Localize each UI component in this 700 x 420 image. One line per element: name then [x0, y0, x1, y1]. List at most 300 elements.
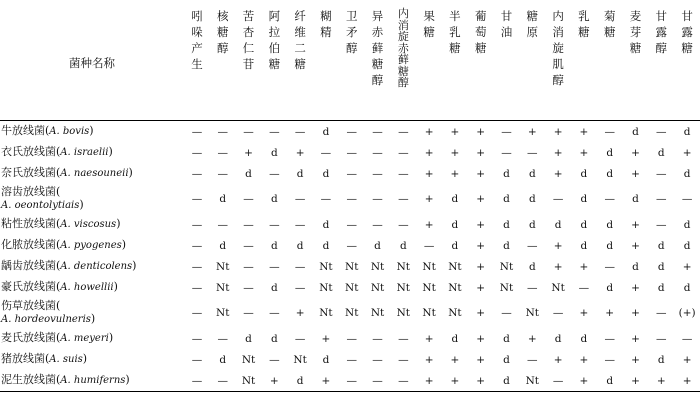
result-cell: + [476, 281, 486, 294]
species-name-cell [0, 184, 184, 214]
result-cell: d [322, 353, 330, 366]
result-cell: d [657, 260, 665, 273]
result-cell: — [656, 125, 667, 138]
result-cell: d [219, 193, 227, 205]
result-cell: d [270, 193, 278, 205]
column-header [416, 5, 442, 121]
result-cell: + [553, 125, 563, 138]
species-name-close: ) [79, 197, 84, 211]
result-cell: Nt [293, 353, 307, 366]
result-cell: — [372, 218, 383, 231]
result-cell: — [184, 370, 210, 392]
species-name: 牛放线菌( [1, 123, 50, 137]
result-cell: — [210, 370, 236, 392]
result-cell: — [191, 281, 203, 294]
column-header-label: 吲哚产生 [191, 9, 203, 71]
result-cell: d [632, 193, 639, 205]
result-cell: — [269, 167, 280, 180]
result-cell: — [656, 332, 667, 345]
result-cell: — [656, 167, 667, 180]
result-cell: + [450, 146, 460, 159]
result-cell: d [580, 218, 588, 231]
result-cell: — [681, 332, 693, 345]
result-cell: — [372, 332, 383, 345]
column-header-label: 阿拉伯糖 [268, 9, 281, 71]
result-cell: Nt [345, 307, 359, 319]
result-cell: — [191, 307, 203, 319]
table-row [0, 328, 700, 349]
species-latin-name: A. naesouneii [60, 167, 129, 179]
column-header-label: 内消旋赤藓糖醇 [397, 7, 409, 89]
species-name: 豪氏放线菌( [1, 279, 61, 293]
result-cell: + [605, 307, 615, 319]
result-cell: + [476, 146, 486, 159]
result-cell: + [553, 167, 563, 180]
species-name: 伤草放线菌( [1, 299, 61, 312]
column-header [571, 5, 597, 121]
result-cell: + [553, 260, 563, 273]
column-header [236, 5, 262, 121]
column-header-label: 菊糖 [603, 9, 616, 39]
table-row [0, 121, 700, 143]
result-cell: — [604, 332, 615, 345]
result-cell: d [657, 353, 665, 366]
result-cell: — [294, 125, 306, 138]
result-cell: d [657, 239, 665, 252]
result-cell: d [528, 167, 536, 180]
result-cell: + [476, 307, 486, 319]
species-name-close: ) [89, 123, 94, 137]
result-cell: — [372, 146, 383, 159]
result-cell: d [451, 218, 459, 231]
result-cell: d [494, 370, 520, 392]
result-cell: + [579, 146, 589, 159]
result-cell: + [295, 307, 305, 319]
species-name-cell [0, 121, 184, 143]
result-cell: — [294, 260, 306, 273]
result-cell: — [527, 146, 538, 159]
column-header [519, 5, 545, 121]
column-header [390, 5, 416, 121]
result-cell: d [606, 239, 614, 252]
column-header [261, 5, 287, 121]
result-cell: — [269, 353, 280, 366]
result-cell: d [503, 332, 510, 345]
column-header [184, 5, 210, 121]
result-cell: — [269, 125, 280, 138]
column-header [468, 5, 494, 121]
result-cell: Nt [370, 307, 385, 319]
result-cell: Nt [422, 260, 436, 273]
result-cell: — [527, 353, 538, 366]
result-cell: d [657, 146, 665, 159]
result-cell: d [399, 239, 407, 252]
result-cell: d [632, 125, 639, 138]
result-cell: — [269, 218, 280, 231]
species-header-label: 菌种名称 [69, 55, 116, 70]
result-cell: d [580, 332, 588, 345]
result-cell: — [656, 218, 667, 231]
species-latin-name: A. viscosus [60, 218, 117, 230]
species-name-cell [0, 163, 184, 184]
result-cell: — [269, 307, 280, 319]
species-name-cell [0, 370, 184, 392]
species-name: 奈氏放线菌( [1, 165, 61, 179]
result-cell: + [579, 353, 589, 366]
species-name-cell [0, 235, 184, 256]
result-cell: — [398, 146, 409, 159]
species-column-header [0, 5, 184, 121]
result-cell: — [346, 167, 357, 180]
result-cell: Nt [499, 281, 514, 294]
result-cell: — [217, 125, 228, 138]
result-cell: + [476, 218, 486, 231]
result-cell: — [243, 281, 254, 294]
column-header [674, 5, 700, 121]
result-cell: + [450, 353, 460, 366]
column-header [623, 5, 649, 121]
result-cell: — [294, 193, 306, 205]
result-cell: + [424, 125, 434, 138]
species-latin-name: A. meyeri [60, 332, 109, 344]
result-cell: + [468, 370, 494, 392]
result-cell: + [631, 218, 640, 231]
result-cell: Nt [216, 260, 230, 273]
result-cell: + [682, 146, 692, 159]
table-body [0, 121, 700, 392]
species-latin-name: A. pyogenes [60, 239, 122, 251]
result-cell: + [424, 167, 434, 180]
result-cell: d [503, 218, 510, 231]
result-cell: + [424, 146, 434, 159]
result-cell: + [571, 370, 597, 392]
column-header-label: 果糖 [423, 9, 435, 39]
result-cell: + [631, 353, 640, 366]
result-cell: + [424, 353, 434, 366]
result-cell: + [416, 370, 442, 392]
column-header [210, 5, 236, 121]
result-cell: d [322, 239, 330, 252]
result-cell: Nt [319, 307, 333, 319]
result-cell: + [579, 125, 589, 138]
column-header [287, 5, 313, 121]
species-name-close: ) [116, 216, 121, 230]
result-cell: Nt [345, 260, 359, 273]
header-row [0, 5, 700, 121]
result-cell: Nt [551, 281, 565, 294]
result-cell: + [476, 332, 486, 345]
column-header-label: 苦杏仁苷 [242, 9, 255, 71]
result-cell: d [597, 370, 623, 392]
column-header-label: 乳糖 [578, 9, 590, 39]
species-name: 粘性放线菌( [1, 216, 61, 230]
species-name-close: ) [121, 237, 127, 251]
result-cell: — [191, 239, 203, 252]
result-cell: + [476, 260, 486, 273]
result-cell: — [217, 218, 228, 231]
result-cell: — [501, 125, 512, 138]
result-cell: + [553, 353, 563, 366]
result-cell: — [191, 125, 203, 138]
result-cell: — [501, 146, 512, 159]
table-row [0, 349, 700, 370]
result-cell: + [682, 353, 692, 366]
column-header [442, 5, 468, 121]
result-cell: + [579, 260, 589, 273]
result-cell: — [191, 218, 203, 231]
result-cell: — [191, 260, 203, 273]
result-cell: — [656, 193, 667, 205]
species-name: 衣氏放线菌( [1, 144, 61, 158]
result-cell: d [657, 281, 665, 294]
column-header-label: 卫矛醇 [345, 9, 358, 55]
result-cell: d [219, 239, 227, 252]
result-cell: d [606, 218, 614, 231]
result-cell: + [313, 370, 339, 392]
result-cell: — [372, 125, 383, 138]
species-name-close: ) [113, 279, 118, 293]
result-cell: Nt [236, 370, 262, 392]
species-name-close: ) [90, 311, 96, 325]
result-cell: d [528, 218, 536, 231]
species-latin-name: A. bovis [49, 125, 90, 137]
result-cell: + [476, 353, 486, 366]
result-cell: Nt [396, 260, 411, 273]
result-cell: d [322, 125, 330, 138]
result-cell: — [243, 307, 254, 319]
species-name-cell [0, 277, 184, 298]
result-cell: + [450, 125, 460, 138]
result-cell: Nt [241, 353, 256, 366]
species-name-close: ) [128, 165, 133, 179]
result-cell: d [580, 239, 588, 252]
result-cell: d [528, 193, 536, 205]
result-cell: Nt [448, 281, 462, 294]
result-cell: d [270, 146, 278, 159]
result-cell: — [294, 332, 306, 345]
result-cell: — [398, 125, 409, 138]
result-cell: — [346, 332, 357, 345]
result-cell: — [346, 353, 357, 366]
result-cell: — [294, 218, 306, 231]
result-cell: — [423, 239, 435, 252]
result-cell: — [372, 193, 383, 205]
result-cell: — [191, 146, 203, 159]
species-name: 麦氏放线菌( [1, 330, 61, 344]
result-cell: — [339, 370, 365, 392]
table-row [0, 184, 700, 214]
result-cell: d [451, 193, 459, 205]
result-cell: — [527, 239, 538, 252]
species-name-close: ) [82, 351, 88, 365]
result-cell: — [372, 167, 383, 180]
result-cell: d [245, 332, 252, 345]
result-cell: — [527, 281, 538, 294]
species-latin-name: A. humiferns [60, 374, 126, 386]
result-cell: — [604, 353, 615, 366]
result-cell: + [442, 370, 468, 392]
result-cell: d [451, 332, 459, 345]
result-cell: — [294, 281, 306, 294]
result-cell: Nt [499, 260, 514, 273]
result-cell: d [554, 332, 562, 345]
species-latin-name: A. israelii [60, 146, 109, 158]
result-cell: d [451, 239, 459, 252]
result-cell: — [243, 218, 254, 231]
result-cell: — [578, 281, 590, 294]
column-header-label: 内消旋肌醇 [552, 9, 564, 87]
result-cell: — [320, 146, 332, 159]
result-cell: Nt [448, 307, 462, 319]
result-cell: — [243, 125, 254, 138]
table-row [0, 277, 700, 298]
result-cell: d [683, 125, 691, 138]
column-header-label: 纤维二糖 [294, 9, 306, 71]
result-cell: Nt [216, 307, 230, 319]
species-name: 溶齿放线菌( [1, 185, 61, 198]
column-header-label: 甘露糖 [681, 9, 693, 55]
result-cell: — [501, 307, 512, 319]
result-cell: + [623, 370, 649, 392]
table-row [0, 235, 700, 256]
result-cell: d [503, 193, 510, 205]
column-header [597, 5, 623, 121]
result-cell: + [631, 167, 640, 180]
result-cell: Nt [319, 260, 333, 273]
result-cell: — [681, 193, 693, 205]
result-cell: d [683, 281, 691, 294]
result-cell: — [191, 353, 203, 366]
species-latin-name: A. hordeovulneris [1, 313, 91, 325]
result-cell: d [683, 239, 691, 252]
result-cell: + [631, 281, 640, 294]
result-cell: + [450, 167, 460, 180]
result-cell: — [320, 193, 332, 205]
result-cell: Nt [422, 307, 436, 319]
column-header-label: 异赤藓糖醇 [371, 9, 384, 87]
column-header-label: 甘露醇 [655, 9, 668, 55]
result-cell: d [683, 218, 691, 231]
result-cell: — [191, 332, 203, 345]
result-cell: — [398, 353, 409, 366]
result-cell: — [398, 218, 409, 231]
result-cell: d [270, 281, 278, 294]
result-cell: d [606, 167, 614, 180]
table-row [0, 142, 700, 163]
result-cell: — [398, 193, 409, 205]
result-cell: + [648, 370, 674, 392]
species-latin-name: A. denticolens [60, 260, 133, 272]
result-cell: (+) [678, 307, 696, 319]
species-latin-name: A. suis [49, 353, 83, 365]
species-table [0, 5, 700, 392]
result-cell: — [390, 370, 416, 392]
table-row [0, 370, 700, 392]
result-cell: — [604, 125, 615, 138]
result-cell: + [476, 193, 486, 205]
species-name-cell [0, 214, 184, 235]
result-cell: — [243, 193, 254, 205]
result-cell: — [398, 332, 409, 345]
result-cell: d [270, 239, 278, 252]
species-name-close: ) [108, 330, 114, 344]
result-cell: d [632, 260, 639, 273]
result-cell: — [269, 260, 280, 273]
result-cell: — [604, 193, 615, 205]
column-header-label: 甘油 [500, 9, 513, 39]
result-cell: d [683, 167, 691, 180]
table-row [0, 163, 700, 184]
result-cell: Nt [396, 307, 411, 319]
result-cell: — [604, 260, 615, 273]
result-cell: — [346, 125, 357, 138]
result-cell: d [554, 218, 562, 231]
result-cell: — [217, 167, 228, 180]
result-cell: + [261, 370, 287, 392]
result-cell: + [424, 193, 434, 205]
species-name-cell [0, 328, 184, 349]
species-name-cell [0, 256, 184, 277]
result-cell: — [365, 370, 391, 392]
result-cell: d [580, 193, 588, 205]
species-latin-name: A. howellii [60, 281, 114, 293]
column-header [648, 5, 674, 121]
result-cell: Nt [525, 307, 540, 319]
result-cell: + [244, 146, 253, 159]
species-name-close: ) [125, 372, 130, 386]
species-name: 化脓放线菌( [1, 237, 61, 251]
result-cell: — [217, 332, 228, 345]
result-cell: Nt [216, 281, 230, 294]
result-cell: d [270, 332, 278, 345]
result-cell: + [476, 239, 486, 252]
result-cell: — [552, 193, 564, 205]
result-cell: Nt [448, 260, 462, 273]
column-header [494, 5, 520, 121]
result-cell: — [656, 307, 667, 319]
result-cell: — [552, 307, 564, 319]
table-row [0, 256, 700, 277]
species-name: 龋齿放线菌( [1, 258, 61, 272]
result-cell: Nt [370, 281, 385, 294]
result-cell: + [631, 332, 640, 345]
result-cell: d [374, 239, 381, 252]
column-header-label: 半乳糖 [449, 9, 461, 55]
result-cell: — [243, 239, 254, 252]
result-cell: — [346, 146, 357, 159]
result-cell: — [191, 193, 203, 205]
result-cell: — [217, 146, 228, 159]
result-cell: d [287, 370, 313, 392]
result-cell: Nt [396, 281, 411, 294]
species-name-cell [0, 142, 184, 163]
result-cell: + [553, 239, 563, 252]
result-cell: d [219, 353, 227, 366]
result-cell: — [372, 353, 383, 366]
column-header-label: 麦芽糖 [629, 9, 642, 55]
column-header-label: 糖原 [526, 9, 539, 39]
column-header [339, 5, 365, 121]
table-row [0, 214, 700, 235]
result-cell: + [579, 307, 589, 319]
column-header-label: 核糖醇 [216, 9, 229, 55]
species-name-close: ) [132, 258, 137, 272]
result-cell: d [580, 167, 588, 180]
result-cell: — [346, 218, 357, 231]
result-cell: d [322, 167, 330, 180]
result-cell: + [476, 125, 486, 138]
result-cell: d [296, 167, 304, 180]
